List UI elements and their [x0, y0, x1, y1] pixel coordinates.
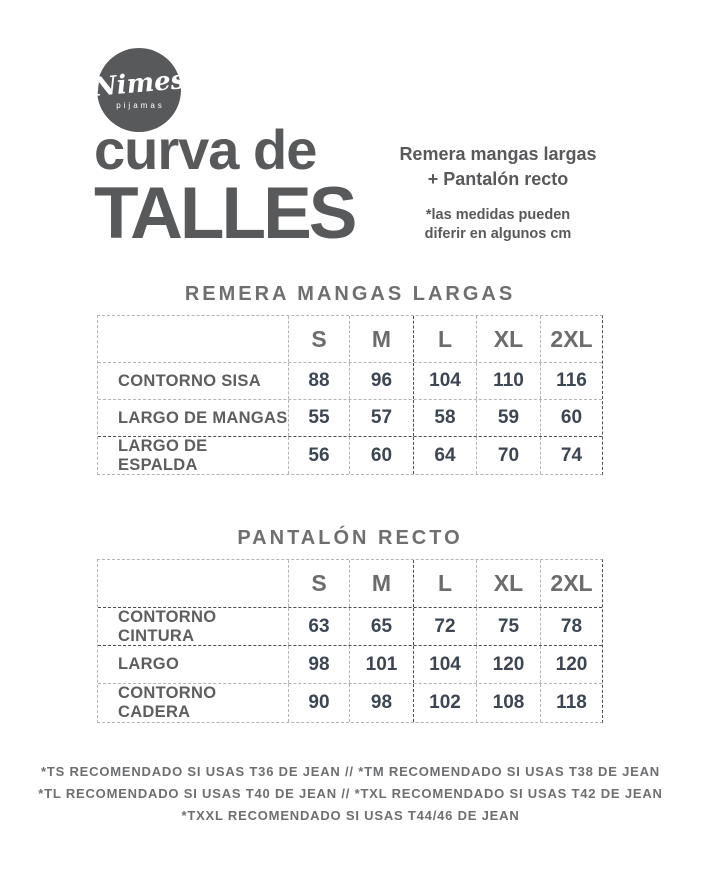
value-cell: 55 [289, 400, 350, 436]
value-cell: 98 [289, 646, 350, 683]
product-subtitle [383, 142, 613, 244]
table-row-contorno-sisa [98, 363, 602, 400]
table-row-contorno-cadera [98, 684, 602, 722]
title-line-1: curva de [94, 118, 317, 181]
size-col-m: M [350, 316, 414, 362]
size-col-xl: XL [477, 560, 541, 607]
value-cell: 58 [414, 400, 477, 436]
row-label: LARGO DE MANGAS [98, 400, 289, 436]
table-1-heading: REMERA MANGAS LARGAS [184, 283, 516, 305]
brand-name: Nimes [91, 64, 187, 103]
size-header-row [98, 560, 602, 608]
value-cell: 104 [414, 363, 477, 399]
size-col-s: S [289, 560, 350, 607]
footnote-line-3: *TXXL RECOMENDADO SI USAS T44/46 DE JEAN [181, 808, 520, 823]
value-cell: 59 [477, 400, 541, 436]
table-row-largo-espalda [98, 437, 602, 474]
value-cell: 104 [414, 646, 477, 683]
size-col-2xl: 2XL [550, 325, 593, 352]
table-row-contorno-cintura [98, 608, 602, 646]
size-col-l: L [414, 316, 477, 362]
value-cell: 90 [289, 684, 350, 722]
title-line-2: TALLES [94, 173, 355, 254]
row-label: CONTORNO CINTURA [98, 608, 289, 645]
size-col-m: M [350, 560, 414, 607]
row-label: CONTORNO CADERA [98, 684, 289, 722]
jean-size-footnotes [0, 761, 701, 827]
value-cell: 63 [289, 608, 350, 645]
size-table-remera [97, 315, 603, 475]
page-title [94, 118, 355, 254]
value-cell: 75 [477, 608, 541, 645]
value-cell: 88 [289, 363, 350, 399]
value-cell: 118 [556, 692, 587, 713]
corner-cell [98, 316, 289, 362]
value-cell: 64 [414, 437, 477, 474]
value-cell: 98 [350, 684, 414, 722]
row-label: LARGO [98, 646, 289, 683]
value-cell: 120 [477, 646, 541, 683]
value-cell: 72 [414, 608, 477, 645]
corner-cell [98, 560, 289, 607]
row-label: LARGO DE ESPALDA [98, 437, 289, 474]
value-cell: 110 [477, 363, 541, 399]
size-col-2xl: 2XL [550, 570, 593, 596]
footnote-line-1: *TS RECOMENDADO SI USAS T36 DE JEAN // *TM RECOMENDADO SI USAS T38 DE JEAN [40, 764, 660, 779]
subtitle-line-2: + Pantalón recto [427, 169, 569, 189]
disclaimer-line-2: diferir en algunos cm [424, 226, 572, 242]
size-header-row [98, 316, 602, 363]
value-cell: 65 [350, 608, 414, 645]
value-cell: 120 [555, 653, 588, 675]
table-row-largo [98, 646, 602, 684]
table-2-heading: PANTALÓN RECTO [237, 527, 463, 549]
size-col-s: S [289, 316, 350, 362]
value-cell: 108 [477, 684, 541, 722]
row-label: CONTORNO SISA [98, 363, 289, 399]
value-cell: 70 [477, 437, 541, 474]
value-cell: 60 [560, 407, 583, 428]
brand-subtitle: pijamas [116, 100, 165, 110]
size-col-l: L [414, 560, 477, 607]
disclaimer-line-1: *las medidas pueden [425, 207, 571, 223]
value-cell: 102 [414, 684, 477, 722]
subtitle-line-1: Remera mangas largas [399, 144, 597, 164]
value-cell: 96 [350, 363, 414, 399]
value-cell: 60 [350, 437, 414, 474]
value-cell: 116 [556, 370, 587, 391]
value-cell: 56 [289, 437, 350, 474]
value-cell: 78 [560, 615, 583, 637]
value-cell: 101 [350, 646, 414, 683]
table-row-largo-mangas [98, 400, 602, 437]
footnote-line-2: *TL RECOMENDADO SI USAS T40 DE JEAN // *TXL RECOMENDADO SI USAS T42 DE JEAN [38, 786, 663, 801]
size-col-xl: XL [477, 316, 541, 362]
measure-disclaimer [383, 206, 613, 244]
value-cell: 74 [560, 444, 583, 466]
value-cell: 57 [350, 400, 414, 436]
size-table-pantalon [97, 559, 603, 723]
